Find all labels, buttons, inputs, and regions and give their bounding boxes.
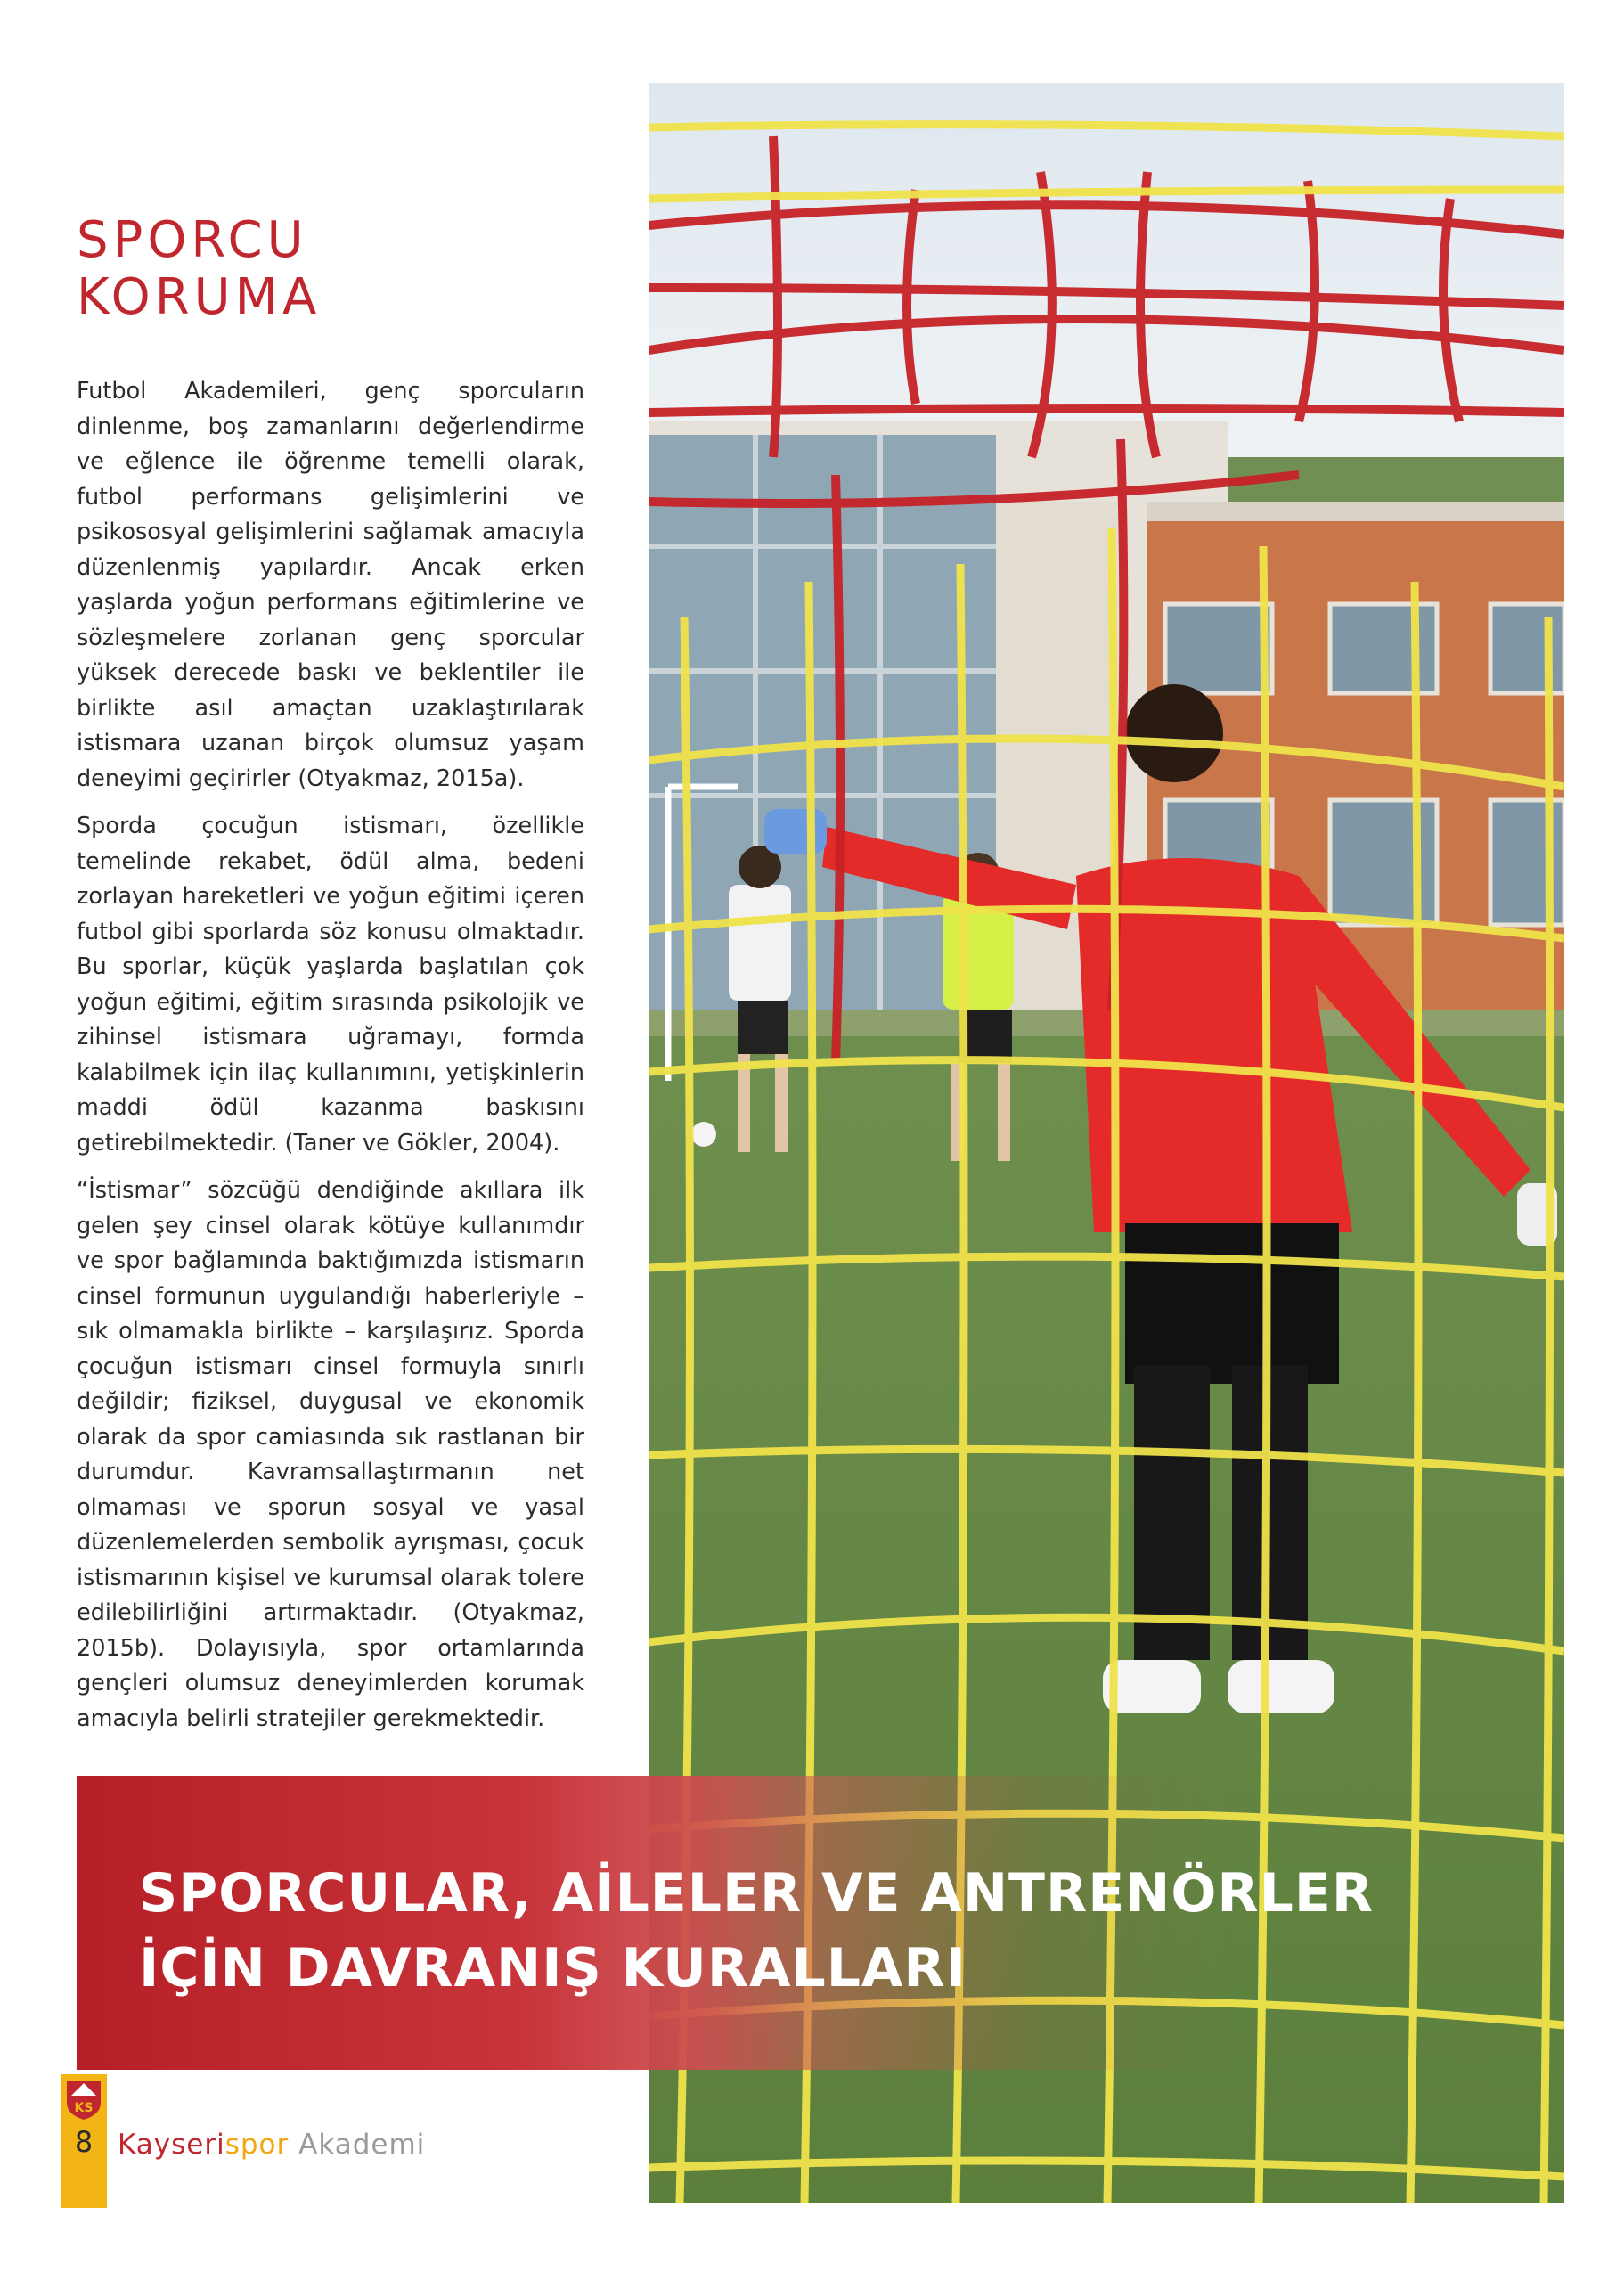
paragraph-3: “İstismar” sözcüğü dendiğinde akıllara ilk gelen şey cinsel olarak kötüye kullanımdır ve spor bağlamında baktığımızda istismarın cinsel formunun uygulandığı haberleriyle – sık olmamakla birlikte – karşılaşırız. Sporda çocuğun istismarı cinsel formuyla sınırlı değildir; fiziksel, duygusal ve ekonomik olarak da spor camiasında sık rastlanan bir durumdur. Kavramsallaştırmanın net olmaması ve sporun sosyal ve yasal düzenlemelerden sembolik ayrışması, çocuk istismarının kişisel ve kurumsal olarak tolere edilebilirliğini artırmaktadır. (Otyakmaz, 2015b). Dolayısıyla, spor ortamlarında gençleri olumsuz deneyimlerden korumak amacıyla belirli stratejiler gerekmektedir.: [77, 1177, 584, 1732]
footer-brand-part2: spor: [224, 2129, 290, 2161]
paragraph-1: Futbol Akademileri, genç sporcuların dinlenme, boş zamanlarını değerlendirme ve eğlence ile öğrenme temelli olarak, futbol performans gelişimlerini ve psikososyal gelişimlerini sağlamak amacıyla düzenlenmiş yapılardır. Ancak erken yaşlarda yoğun performans eğitimlerine ve sözleşmelere zorlanan genç sporcular yüksek derecede baskı ve beklentiler ile birlikte asıl amaçtan uzaklaştırılarak istismara uzanan birçok olumsuz yaşam deneyimi geçirirler (Otyakmaz, 2015a).: [77, 378, 584, 792]
section-title-line1: SPORCU: [77, 211, 308, 269]
kayserispor-logo-icon: [62, 2076, 105, 2122]
body-text: [77, 374, 584, 1749]
footer-brand-part1: Kayseri: [118, 2129, 225, 2161]
banner-title-line2: İÇİN DAVRANIŞ KURALLARI: [139, 1937, 967, 1999]
banner-title-line1: SPORCULAR, AİLELER VE ANTRENÖRLER: [139, 1862, 1375, 1925]
section-title: [77, 212, 321, 326]
footer-brand-part3: Akademi: [289, 2129, 426, 2161]
paragraph-2: Sporda çocuğun istismarı, özellikle temelinde rekabet, ödül alma, bedeni zorlayan hareketleri ve yoğun eğitimi içeren futbol gibi sporlarda söz konusu olmaktadır. Bu sporlar, küçük yaşlarda başlatılan çok yoğun eğitimi, eğitim sırasında psikolojik ve zihinsel istismara uğramayı, formda kalabilmek için ilaç kullanımını, yetişkinlerin maddi ödül kazanma baskısını getirebilmektedir. (Taner ve Gökler, 2004).: [77, 813, 584, 1157]
banner-title: [139, 1856, 1374, 2006]
section-title-line2: KORUMA: [77, 268, 322, 326]
footer-brand: [118, 2129, 425, 2161]
page-number: 8: [74, 2125, 94, 2159]
logo-letters: KS: [74, 2101, 94, 2115]
banner: [77, 1776, 1565, 2070]
